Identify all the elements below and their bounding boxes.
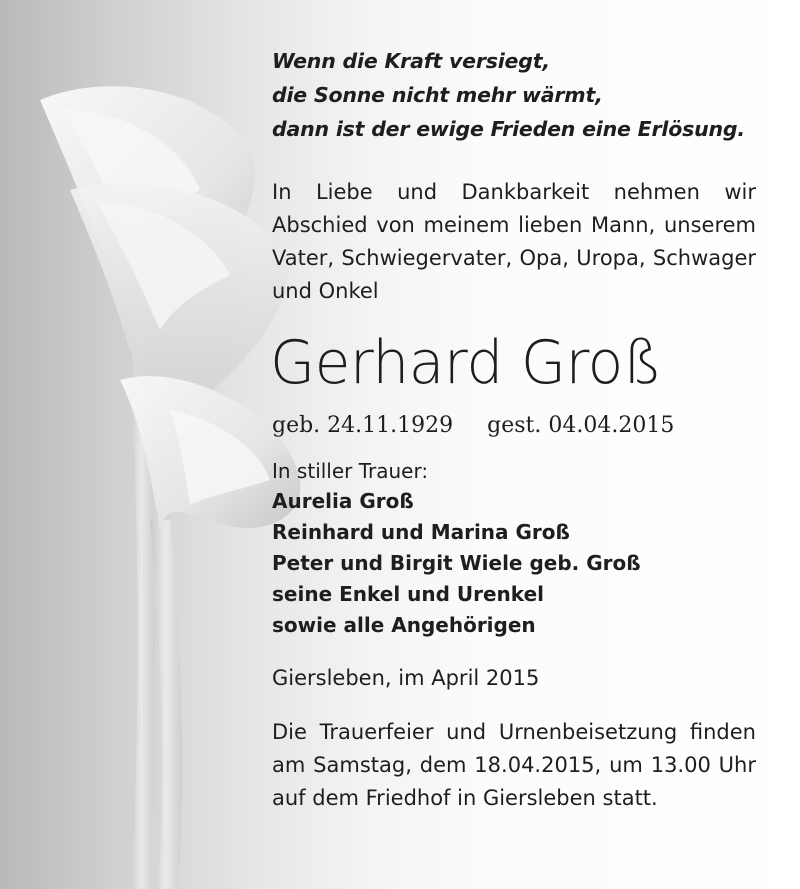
funeral-notice: Die Trauerfeier und Urnenbeisetzung finden am Samstag, dem 18.04.2015, um 13.00 Uhr auf dem Friedhof in Giersleben statt. <box>272 720 756 810</box>
birth-date: geb. 24.11.1929 <box>272 413 454 438</box>
death-date: gest. 04.04.2015 <box>487 413 675 438</box>
mourner: sowie alle Angehörigen <box>272 613 536 637</box>
mourner: Peter und Birgit Wiele geb. Groß <box>272 551 641 575</box>
life-dates <box>272 410 756 442</box>
mourner: seine Enkel und Urenkel <box>272 582 544 606</box>
poem-line: Wenn die Kraft versiegt, <box>272 49 550 73</box>
place-and-date: Giersleben, im April 2015 <box>272 666 540 690</box>
intro-text: In Liebe und Dankbarkeit nehmen wir Abschied von meinem lieben Mann, unserem Vater, Schwiegervater, Opa, Uropa, Schwager und Onkel <box>272 180 756 303</box>
notice-text <box>272 44 756 815</box>
poem-line: dann ist der ewige Frieden eine Erlösung. <box>272 117 745 141</box>
poem-line: die Sonne nicht mehr wärmt, <box>272 83 603 107</box>
poem <box>272 44 756 146</box>
mourner: Reinhard und Marina Groß <box>272 520 570 544</box>
mourning-heading: In stiller Trauer: <box>272 459 429 483</box>
mourners-list <box>272 486 756 641</box>
mourner: Aurelia Groß <box>272 489 414 513</box>
deceased-name: Gerhard Groß <box>270 328 662 398</box>
